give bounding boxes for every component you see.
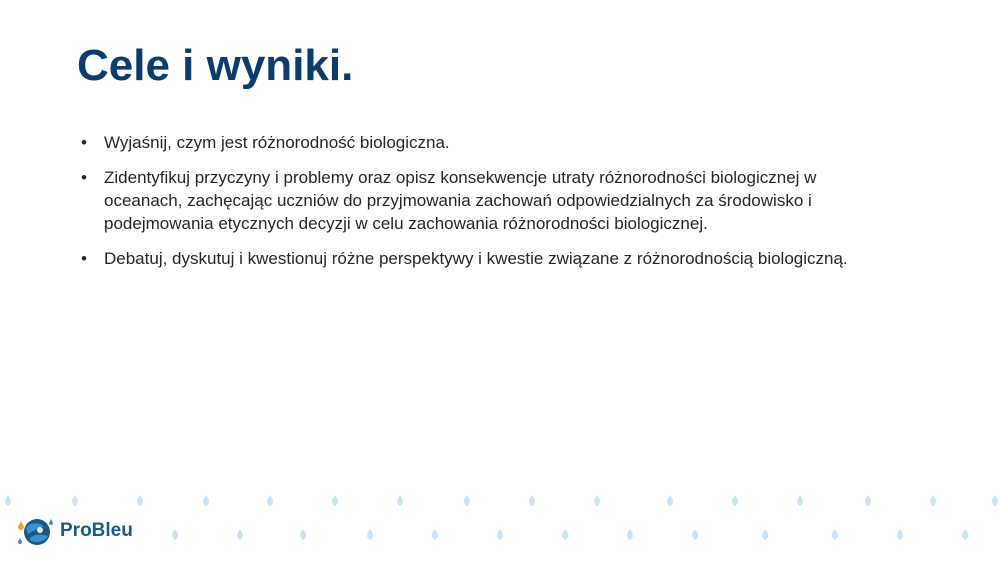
water-drop-icon bbox=[367, 529, 373, 540]
water-drop-icon bbox=[562, 529, 568, 540]
water-drop-icon bbox=[832, 529, 838, 540]
water-drop-icon bbox=[172, 529, 178, 540]
probleu-logo bbox=[16, 514, 146, 550]
bullet-list bbox=[78, 131, 878, 282]
water-drop-icon bbox=[992, 495, 998, 506]
water-drop-icon bbox=[732, 495, 738, 506]
water-drop-icon bbox=[962, 529, 968, 540]
slide-title: Cele i wyniki. bbox=[77, 41, 354, 90]
water-drop-icon bbox=[762, 529, 768, 540]
water-drop-icon bbox=[627, 529, 633, 540]
water-drop-icon bbox=[865, 495, 871, 506]
water-drop-icon bbox=[137, 495, 143, 506]
water-drop-icon bbox=[397, 495, 403, 506]
water-drop-icon bbox=[497, 529, 503, 540]
bullet-item-3: • Debatuj, dyskutuj i kwestionuj różne perspektywy i kwestie związane z różnorodnością biologiczną. bbox=[78, 247, 878, 270]
bullet-item-2: • Zidentyfikuj przyczyny i problemy oraz opisz konsekwencje utraty różnorodności biologicznej w oceanach, zachęcając uczniów do przyjmowania zachowań odpowiedzialnych za środowisko i podejmowania etycznych decyzji w celu zachowania różnorodności biologicznej. bbox=[78, 166, 878, 235]
water-drop-icon bbox=[332, 495, 338, 506]
water-drop-icon bbox=[432, 529, 438, 540]
water-drop-icon bbox=[667, 495, 673, 506]
water-drop-icon bbox=[797, 495, 803, 506]
water-drop-icon bbox=[237, 529, 243, 540]
water-drop-icon bbox=[203, 495, 209, 506]
globe-drops-icon bbox=[16, 514, 56, 550]
water-drop-icon bbox=[930, 495, 936, 506]
water-drop-pattern bbox=[0, 490, 1000, 550]
water-drop-icon bbox=[897, 529, 903, 540]
water-drop-icon bbox=[300, 529, 306, 540]
logo-text: ProBleu bbox=[60, 520, 133, 541]
bullet-item-1: • Wyjaśnij, czym jest różnorodność biologiczna. bbox=[78, 131, 878, 154]
water-drop-icon bbox=[594, 495, 600, 506]
water-drop-icon bbox=[464, 495, 470, 506]
water-drop-icon bbox=[72, 495, 78, 506]
water-drop-icon bbox=[5, 495, 11, 506]
water-drop-icon bbox=[267, 495, 273, 506]
water-drop-icon bbox=[529, 495, 535, 506]
water-drop-icon bbox=[692, 529, 698, 540]
